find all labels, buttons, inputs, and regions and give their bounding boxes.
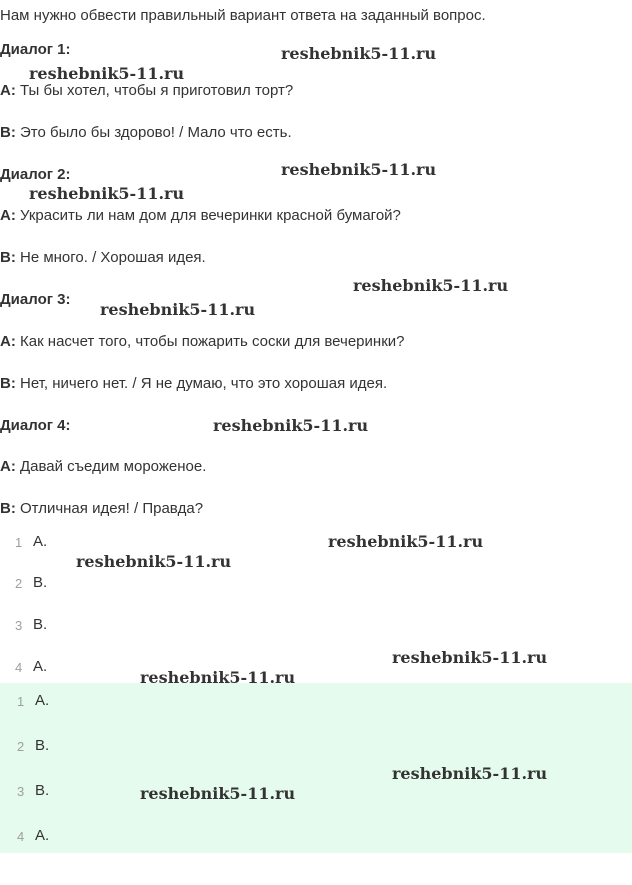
answer-number: 2 [17, 739, 25, 754]
watermark: reshebnik5-11.ru [392, 648, 548, 667]
speaker-label: B: [0, 375, 16, 392]
watermark: reshebnik5-11.ru [140, 668, 296, 687]
line-text: Как насчет того, чтобы пожарить соски для вечеринки? [15, 333, 405, 350]
watermark: reshebnik5-11.ru [140, 784, 296, 803]
question-answer: B. [33, 574, 48, 591]
line-text: Ты бы хотел, чтобы я приготовил торт? [15, 82, 294, 99]
watermark: reshebnik5-11.ru [281, 160, 437, 179]
question-number: 4 [15, 660, 23, 675]
watermark: reshebnik5-11.ru [29, 184, 185, 203]
answer-value: B. [35, 782, 50, 799]
answer-number: 4 [17, 829, 25, 844]
dialog-4-heading: Диалог 4: [0, 417, 71, 434]
line-text: Украсить ли нам дом для вечеринки красной бумагой? [15, 207, 401, 224]
watermark: reshebnik5-11.ru [100, 300, 256, 319]
speaker-label: A: [0, 82, 16, 99]
line-text: Это было бы здорово! / Мало что есть. [15, 124, 292, 141]
speaker-label: A: [0, 458, 16, 475]
speaker-label: A: [0, 333, 16, 350]
watermark: reshebnik5-11.ru [29, 64, 185, 83]
speaker-label: B: [0, 500, 16, 517]
question-answer: A. [33, 533, 48, 550]
dialog-1-line-a [0, 82, 293, 99]
intro-text: Нам нужно обвести правильный вариант ответа на заданный вопрос. [0, 7, 486, 24]
answer-value: A. [35, 827, 50, 844]
question-number: 2 [15, 576, 23, 591]
question-number: 1 [15, 535, 23, 550]
dialog-3-line-b [0, 375, 387, 392]
line-text: Отличная идея! / Правда? [15, 500, 204, 517]
question-answer: B. [33, 616, 48, 633]
dialog-1-heading: Диалог 1: [0, 41, 71, 58]
dialog-4-line-a [0, 458, 206, 475]
dialog-3-heading: Диалог 3: [0, 291, 71, 308]
dialog-1-line-b [0, 124, 292, 141]
speaker-label: B: [0, 249, 16, 266]
watermark: reshebnik5-11.ru [353, 276, 509, 295]
dialog-3-line-a [0, 333, 404, 350]
dialog-4-line-b [0, 500, 203, 517]
dialog-2-heading: Диалог 2: [0, 166, 71, 183]
answer-number: 1 [17, 694, 25, 709]
watermark: reshebnik5-11.ru [281, 44, 437, 63]
speaker-label: A: [0, 207, 16, 224]
question-answer: A. [33, 658, 48, 675]
watermark: reshebnik5-11.ru [392, 764, 548, 783]
line-text: Не много. / Хорошая идея. [15, 249, 206, 266]
answer-value: B. [35, 737, 50, 754]
dialog-2-line-b [0, 249, 206, 266]
line-text: Нет, ничего нет. / Я не думаю, что это хорошая идея. [15, 375, 388, 392]
watermark: reshebnik5-11.ru [328, 532, 484, 551]
watermark: reshebnik5-11.ru [76, 552, 232, 571]
speaker-label: B: [0, 124, 16, 141]
question-number: 3 [15, 618, 23, 633]
answer-number: 3 [17, 784, 25, 799]
dialog-2-line-a [0, 207, 401, 224]
answer-value: A. [35, 692, 50, 709]
watermark: reshebnik5-11.ru [213, 416, 369, 435]
line-text: Давай съедим мороженое. [15, 458, 207, 475]
